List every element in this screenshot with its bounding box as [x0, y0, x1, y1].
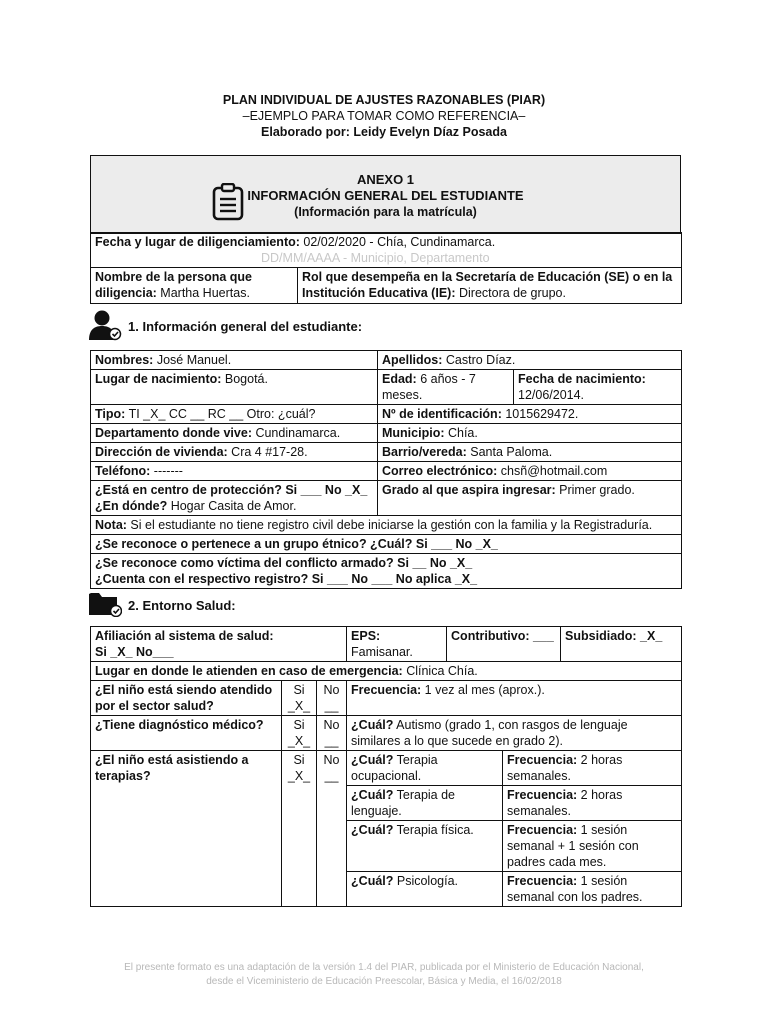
annex-subtitle: (Información para la matrícula) [294, 205, 477, 219]
frecuencia-label: Frecuencia: [507, 874, 578, 888]
nombres-label: Nombres: [95, 353, 154, 367]
nombres-value[interactable]: José Manuel. [153, 353, 232, 367]
fecha-nacimiento-label: Fecha de nacimiento: [518, 372, 646, 386]
direccion-label: Dirección de vivienda: [95, 445, 228, 459]
afiliacion-label: Afiliación al sistema de salud: [95, 629, 274, 643]
terapia-frecuencia-value[interactable]: 2 horas semanales. [507, 753, 623, 783]
annex-label: ANEXO 1 [356, 172, 415, 187]
health-table [90, 626, 682, 907]
terapia-cual-cell [347, 786, 503, 821]
atendido-frecuencia-value[interactable]: 1 vez al mes (aprox.). [421, 683, 545, 697]
donde-label: ¿En dónde? [95, 499, 168, 513]
terapia-frecuencia-value[interactable]: 1 sesión semanal con los padres. [507, 874, 643, 904]
persona-value[interactable]: Martha Huertas. [156, 286, 250, 300]
annex-header-box [90, 155, 681, 234]
frecuencia-label: Frecuencia: [351, 683, 422, 697]
tipo-value[interactable]: TI _X_ CC __ RC __ Otro: ¿cuál? [125, 407, 316, 421]
terapias-si[interactable]: Si _X_ [282, 751, 317, 907]
municipio-cell [378, 424, 682, 443]
student-person-icon [88, 309, 122, 344]
emergencia-value[interactable]: Clínica Chía. [402, 664, 478, 678]
terapia-cual-value[interactable]: Psicología. [393, 874, 459, 888]
victima-question[interactable]: ¿Se reconoce como víctima del conflicto armado? Si __ No _X_ [95, 556, 473, 570]
nota-label: Nota: [95, 518, 127, 532]
grado-value[interactable]: Primer grado. [555, 483, 635, 497]
fecha-placeholder: DD/MM/AAAA - Municipio, Departamento [261, 251, 490, 265]
terapia-cual-cell [347, 872, 503, 907]
departamento-label: Departamento donde vive: [95, 426, 252, 440]
atendido-frecuencia-cell [347, 681, 682, 716]
annex-title: INFORMACIÓN GENERAL DEL ESTUDIANTE [247, 188, 524, 203]
rol-label: Rol que desempeña en la Secretaría de Educación (SE) o en la Institución Educativa (IE): [302, 270, 673, 300]
document-title: PLAN INDIVIDUAL DE AJUSTES RAZONABLES (PIAR) [222, 93, 546, 107]
terapia-cual-cell [347, 821, 503, 872]
emergencia-cell [91, 662, 682, 681]
meta-table [90, 232, 682, 304]
fecha-nacimiento-value[interactable]: 12/06/2014. [518, 388, 585, 402]
rol-cell [298, 268, 682, 304]
correo-label: Correo electrónico: [382, 464, 498, 478]
apellidos-value[interactable]: Castro Díaz. [442, 353, 516, 367]
tipo-cell [91, 405, 378, 424]
diagnostico-si[interactable]: Si _X_ [282, 716, 317, 751]
terapia-frecuencia-cell [503, 821, 682, 872]
eps-label: EPS: [351, 629, 381, 643]
barrio-value[interactable]: Santa Paloma. [466, 445, 553, 459]
municipio-label: Municipio: [382, 426, 445, 440]
eps-value[interactable]: Famisanar. [351, 645, 413, 659]
terapia-frecuencia-cell [503, 751, 682, 786]
fecha-label: Fecha y lugar de diligenciamiento: [95, 235, 300, 249]
diagnostico-question: ¿Tiene diagnóstico médico? [91, 716, 282, 751]
diagnostico-value[interactable]: Autismo (grado 1, con rasgos de lenguaje similares a lo que sucede en grado 2). [351, 718, 628, 748]
registro-question[interactable]: ¿Cuenta con el respectivo registro? Si ___ No ___ No aplica _X_ [95, 572, 478, 586]
grado-label: Grado al que aspira ingresar: [382, 483, 556, 497]
atendido-question: ¿El niño está siendo atendido por el sector salud? [91, 681, 282, 716]
student-info-table [90, 350, 682, 589]
apellidos-label: Apellidos: [382, 353, 443, 367]
document-author: Elaborado por: Leidy Evelyn Díaz Posada [261, 125, 507, 139]
cual-label: ¿Cuál? [351, 874, 394, 888]
diagnostico-cual-cell [347, 716, 682, 751]
eps-cell [347, 627, 447, 662]
frecuencia-label: Frecuencia: [507, 788, 578, 802]
terapia-frecuencia-cell [503, 872, 682, 907]
terapias-question: ¿El niño está asistiendo a terapias? [91, 751, 282, 907]
donde-value[interactable]: Hogar Casita de Amor. [167, 499, 297, 513]
cual-label: ¿Cuál? [351, 753, 394, 767]
terapia-cual-value[interactable]: Terapia ocupacional. [351, 753, 438, 783]
footer-line-2: desde el Viceministerio de Educación Preescolar, Básica y Media, el 16/02/2018 [206, 976, 562, 987]
cual-label: ¿Cuál? [351, 788, 394, 802]
terapia-cual-value[interactable]: Terapia de lenguaje. [351, 788, 456, 818]
direccion-cell [91, 443, 378, 462]
lugar-nacimiento-label: Lugar de nacimiento: [95, 372, 222, 386]
terapia-frecuencia-value[interactable]: 1 sesión semanal + 1 sesión con padres cada mes. [507, 823, 639, 869]
etnico-cell[interactable]: ¿Se reconoce o pertenece a un grupo étnico? ¿Cuál? Si ___ No _X_ [91, 535, 682, 554]
persona-cell [91, 268, 298, 304]
barrio-cell [378, 443, 682, 462]
fecha-value[interactable]: 02/02/2020 - Chía, Cundinamarca. [299, 235, 496, 249]
correo-value[interactable]: chsñ@hotmail.com [497, 464, 608, 478]
departamento-cell [91, 424, 378, 443]
document-subtitle: –EJEMPLO PARA TOMAR COMO REFERENCIA– [242, 109, 526, 123]
municipio-value[interactable]: Chía. [444, 426, 478, 440]
afiliacion-value[interactable]: Si _X_ No___ [95, 645, 174, 659]
frecuencia-label: Frecuencia: [507, 823, 578, 837]
atendido-si[interactable]: Si _X_ [282, 681, 317, 716]
tipo-label: Tipo: [95, 407, 126, 421]
fecha-cell [91, 233, 682, 268]
cual-label: ¿Cuál? [351, 718, 394, 732]
nombres-cell [91, 351, 378, 370]
persona-label: Nombre de la persona que diligencia: [95, 270, 252, 300]
identificacion-label: Nº de identificación: [382, 407, 502, 421]
terapias-no[interactable]: No __ [317, 751, 347, 907]
telefono-label: Teléfono: [95, 464, 151, 478]
afiliacion-cell [91, 627, 347, 662]
grado-cell [378, 481, 682, 516]
victima-cell [91, 554, 682, 589]
telefono-cell [91, 462, 378, 481]
diagnostico-no[interactable]: No __ [317, 716, 347, 751]
rol-value[interactable]: Directora de grupo. [455, 286, 566, 300]
terapia-frecuencia-value[interactable]: 2 horas semanales. [507, 788, 623, 818]
nota-value: Si el estudiante no tiene registro civil debe iniciarse la gestión con la familia y la Registraduría. [126, 518, 653, 532]
edad-value[interactable]: 6 años - 7 meses. [382, 372, 476, 402]
direccion-value[interactable]: Cra 4 #17-28. [227, 445, 308, 459]
departamento-value[interactable]: Cundinamarca. [251, 426, 341, 440]
contributivo-cell[interactable]: Contributivo: ___ [447, 627, 561, 662]
identificacion-value[interactable]: 1015629472. [501, 407, 579, 421]
nota-cell [91, 516, 682, 535]
fecha-nacimiento-cell [514, 370, 682, 405]
edad-label: Edad: [382, 372, 417, 386]
subsidiado-cell[interactable]: Subsidiado: _X_ [561, 627, 682, 662]
section1-title: 1. Información general del estudiante: [128, 319, 363, 334]
proteccion-label[interactable]: ¿Está en centro de protección? Si ___ No _X_ [95, 483, 368, 497]
footer-line-1: El presente formato es una adaptación de la versión 1.4 del PIAR, publicada por el Ministerio de Educación Nacional, [124, 962, 644, 973]
apellidos-cell [378, 351, 682, 370]
identificacion-cell [378, 405, 682, 424]
lugar-nacimiento-value[interactable]: Bogotá. [221, 372, 268, 386]
edad-cell [378, 370, 514, 405]
terapia-cual-value[interactable]: Terapia física. [393, 823, 474, 837]
folder-check-icon [88, 589, 122, 620]
proteccion-cell [91, 481, 378, 516]
telefono-value[interactable]: ------- [150, 464, 183, 478]
correo-cell [378, 462, 682, 481]
lugar-nacimiento-cell [91, 370, 378, 405]
terapia-frecuencia-cell [503, 786, 682, 821]
atendido-no[interactable]: No __ [317, 681, 347, 716]
terapia-cual-cell [347, 751, 503, 786]
cual-label: ¿Cuál? [351, 823, 394, 837]
section2-title: 2. Entorno Salud: [128, 598, 236, 613]
barrio-label: Barrio/vereda: [382, 445, 467, 459]
frecuencia-label: Frecuencia: [507, 753, 578, 767]
emergencia-label: Lugar en donde le atienden en caso de emergencia: [95, 664, 403, 678]
